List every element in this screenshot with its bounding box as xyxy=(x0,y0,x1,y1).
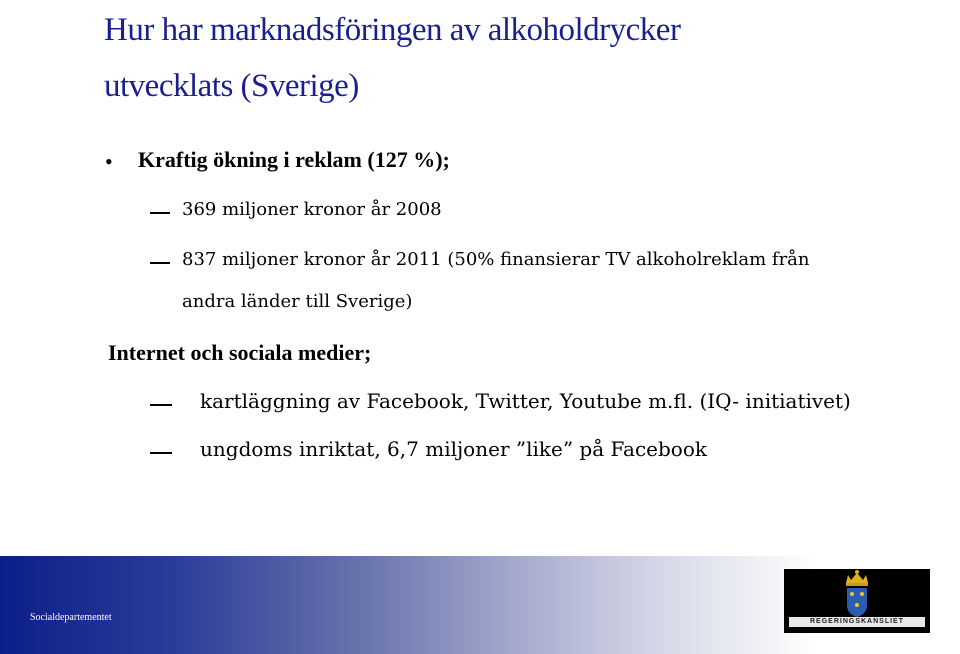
list-item-2008: 369 miljoner kronor år 2008 xyxy=(182,199,442,220)
bullet-dot: • xyxy=(105,149,113,174)
logo-wordmark-bar xyxy=(789,617,925,627)
dash-marker xyxy=(150,404,172,406)
bullet-heading-reklam: Kraftig ökning i reklam (127 %); xyxy=(138,147,450,172)
logo-wordmark: REGERINGSKANSLIET xyxy=(809,618,904,625)
slide-title-line-1: Hur har marknadsföringen av alkoholdrycker xyxy=(104,12,681,48)
slide-title xyxy=(104,2,944,114)
dash-marker xyxy=(150,212,170,214)
list-item-ungdoms: ungdoms inriktat, 6,7 miljoner ”like” på Facebook xyxy=(200,437,707,461)
dash-marker xyxy=(150,262,170,264)
footer-department-label: Socialdepartementet xyxy=(30,612,112,623)
list-item-2011-continued: andra länder till Sverige) xyxy=(182,291,413,312)
section-heading-internet: Internet och sociala medier; xyxy=(108,340,372,365)
dash-marker xyxy=(150,452,172,454)
slide-title-line-2: utvecklats (Sverige) xyxy=(104,68,359,104)
list-item-kartlaggning: kartläggning av Facebook, Twitter, Youtube m.fl. (IQ- initiativet) xyxy=(200,389,851,413)
list-item-2011: 837 miljoner kronor år 2011 (50% finansierar TV alkoholreklam från xyxy=(182,249,810,270)
